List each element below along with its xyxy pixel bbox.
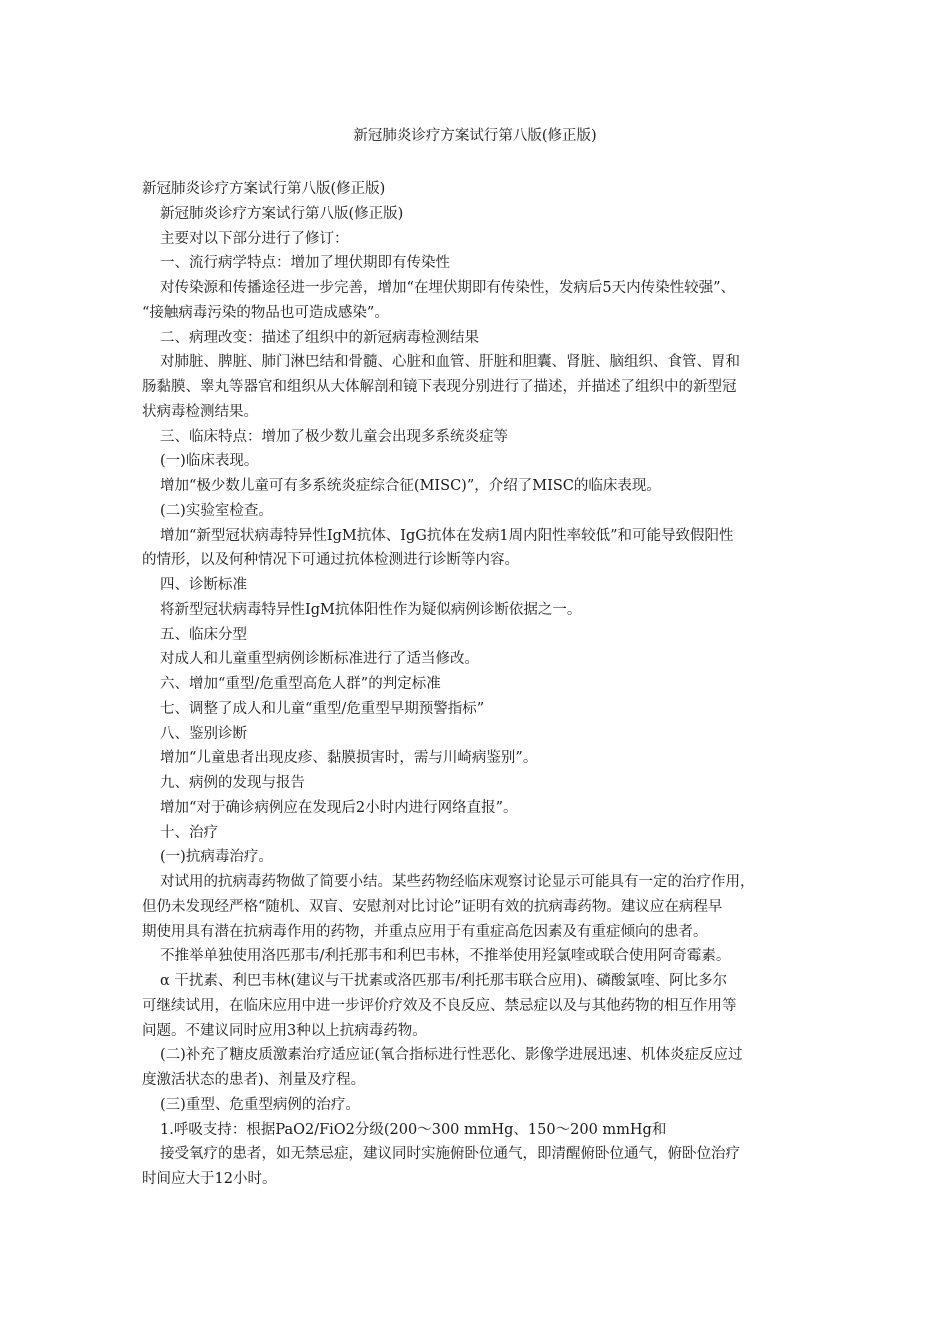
body-line: 对成人和儿童重型病例诊断标准进行了适当修改。: [160, 651, 479, 668]
body-line: 1.呼吸支持：根据PaO2/FiO2分级(200～300 mmHg、150～200 mmHg和: [160, 1121, 667, 1138]
body-line: 主要对以下部分进行了修订：: [160, 230, 349, 247]
body-line: 七、调整了成人和儿童“重型/危重型早期预警指标”: [160, 700, 485, 717]
body-line: 增加“对于确诊病例应在发现后2小时内进行网络直报”。: [160, 799, 518, 816]
body-line: 三、临床特点：增加了极少数儿童会出现多系统炎症等: [160, 428, 508, 445]
body-line: 四、诊断标准: [160, 577, 247, 593]
body-line: 二、病理改变：描述了组织中的新冠病毒检测结果: [160, 329, 479, 346]
body-line: 可继续试用，在临床应用中进一步评价疗效及不良反应、禁忌症以及与其他药物的相互作用等: [142, 997, 737, 1014]
body-line: 一、流行病学特点：增加了埋伏期即有传染性: [160, 255, 450, 272]
body-line: 不推举单独使用洛匹那韦/利托那韦和利巴韦林，不推举使用羟氯喹或联合使用阿奇霉素。: [160, 948, 731, 965]
body-line: 六、增加“重型/危重型高危人群”的判定标准: [160, 676, 441, 692]
body-line: 状病毒检测结果。: [142, 403, 258, 420]
body-line: 新冠肺炎诊疗方案试行第八版(修正版): [142, 181, 386, 197]
body-line: 期使用具有潜在抗病毒作用的药物，并重点应用于有重症高危因素及有重症倾向的患者。: [142, 923, 708, 940]
body-line: 但仍未发现经严格“随机、双盲、安慰剂对比讨论”证明有效的抗病毒药物。建议应在病程早: [142, 898, 723, 915]
body-line: 肠黏膜、睾丸等器官和组织从大体解剖和镜下表现分别进行了描述，并描述了组织中的新型冠: [142, 379, 737, 395]
body-line: 接受氧疗的患者，如无禁忌症，建议同时实施俯卧位通气，即清醒俯卧位通气，俯卧位治疗: [160, 1146, 740, 1163]
body-line: 对试用的抗病毒药物做了简要小结。某些药物经临床观察讨论显示可能具有一定的治疗作用，: [160, 874, 755, 890]
body-line: 五、临床分型: [160, 626, 247, 643]
body-line: 对传染源和传播途径进一步完善，增加“在埋伏期即有传染性，发病后5天内传染性较强”、: [160, 280, 736, 296]
body-line: 对肺脏、脾脏、肺门淋巴结和骨髓、心脏和血管、肝脏和胆囊、肾脏、脑组织、食管、胃和: [160, 354, 740, 371]
body-line: 九、病例的发现与报告: [160, 775, 305, 791]
body-line: 增加“极少数儿童可有多系统炎症综合征(MISC)”，介绍了MISC的临床表现。: [160, 478, 661, 494]
body-line: α 干扰素、利巴韦林(建议与干扰素或洛匹那韦/利托那韦联合应用)、磷酸氯喹、阿比多尔: [160, 973, 728, 989]
body-line: 新冠肺炎诊疗方案试行第八版(修正版): [160, 205, 404, 222]
body-line: 问题。不建议同时应用3种以上抗病毒药物。: [142, 1022, 427, 1039]
body-line: (二)实验室检查。: [160, 502, 273, 519]
body-line: 度激活状态的患者)、剂量及疗程。: [142, 1072, 366, 1088]
body-line: 八、鉴别诊断: [160, 725, 247, 742]
body-line: (二)补充了糖皮质激素治疗适应证(氧合指标进行性恶化、影像学进展迅速、机体炎症反应过: [160, 1047, 743, 1064]
document-body: [142, 177, 812, 1192]
document-title: 新冠肺炎诊疗方案试行第八版(修正版): [353, 128, 597, 144]
body-line: 的情形，以及何种情况下可通过抗体检测进行诊断等内容。: [142, 552, 519, 569]
body-line: 增加“儿童患者出现皮疹、黏膜损害时，需与川崎病鉴别”。: [160, 750, 538, 767]
body-line: (一)临床表现。: [160, 453, 259, 470]
body-line: “接触病毒污染的物品也可造成感染”。: [142, 304, 389, 321]
body-line: (三)重型、危重型病例的治疗。: [160, 1096, 360, 1113]
body-line: 十、治疗: [160, 824, 218, 841]
body-line: 将新型冠状病毒特异性IgM抗体阳性作为疑似病例诊断依据之一。: [160, 601, 582, 618]
body-line: 时间应大于12小时。: [142, 1171, 277, 1187]
body-line: 增加“新型冠状病毒特异性IgM抗体、IgG抗体在发病1周内阳性率较低”和可能导致假阳性: [160, 527, 734, 544]
body-line: (一)抗病毒治疗。: [160, 849, 273, 866]
